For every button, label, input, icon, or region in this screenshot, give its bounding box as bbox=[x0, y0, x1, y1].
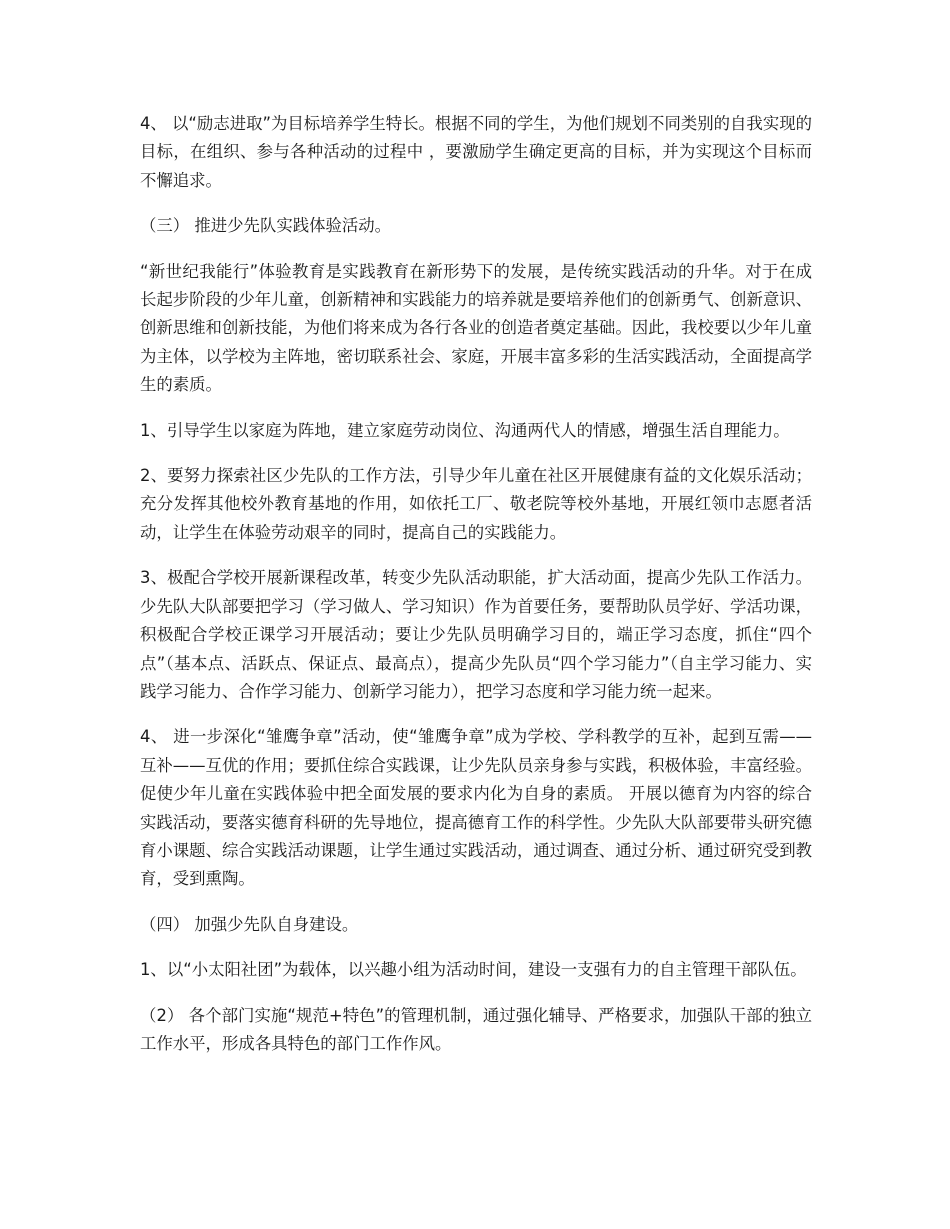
document-body bbox=[140, 110, 812, 1075]
section-heading-self-building: （四） 加强少先队自身建设。 bbox=[140, 914, 359, 934]
paragraph-management-mechanism: （2） 各个部门实施“规范+特色”的管理机制，通过强化辅导、严格要求，加强队干部的独立工作水平，形成各具特色的部门工作作风。 bbox=[140, 1005, 812, 1053]
paragraph-eagle-badge: 4、 进一步深化“雏鹰争章”活动，使“雏鹰争章”成为学校、学科教学的互补，起到互需——互补——互优的作用；要抓住综合实践课，让少先队员亲身参与实践，积极体验，丰富经验。促使少年儿童在实践体验中把全面发展的要求内化为自身的素质。 开展以德育为内容的综合实践活动，要落实德育科研的先导地位，提高德育工作的科学性。少先队大队部要带头研究德育小课题、综合实践活动课题，让学生通过实践活动，通过调查、通过分析、通过研究受到教育，受到熏陶。 bbox=[140, 727, 813, 889]
paragraph-community-work: 2、要努力探索社区少先队的工作方法，引导少年儿童在社区开展健康有益的文化娱乐活动；充分发挥其他校外教育基地的作用，如依托工厂、敬老院等校外基地，开展红领巾志愿者活动，让学生在体验劳动艰辛的同时，提高自己的实践能力。 bbox=[140, 466, 812, 542]
section-heading-practice: （三） 推进少先队实践体验活动。 bbox=[140, 216, 392, 236]
paragraph-sun-club: 1、以“小太阳社团”为载体，以兴趣小组为活动时间，建设一支强有力的自主管理干部队伍。 bbox=[140, 960, 807, 980]
paragraph-family-labor: 1、引导学生以家庭为阵地，建立家庭劳动岗位、沟通两代人的情感，增强生活自理能力。 bbox=[140, 420, 790, 440]
paragraph-experience-education: “新世纪我能行”体验教育是实践教育在新形势下的发展，是传统实践活动的升华。对于在成长起步阶段的少年儿童，创新精神和实践能力的培养就是要培养他们的创新勇气、创新意识、创新思维和创新技能，为他们将来成为各行各业的创造者奠定基础。因此，我校要以少年儿童为主体，以学校为主阵地，密切联系社会、家庭，开展丰富多彩的生活实践活动，全面提高学生的素质。 bbox=[140, 261, 813, 395]
paragraph-curriculum-reform: 3、极配合学校开展新课程改革，转变少先队活动职能，扩大活动面，提高少先队工作活力。少先队大队部要把学习（学习做人、学习知识）作为首要任务，要帮助队员学好、学活功课，积极配合学校正课学习开展活动；要让少先队员明确学习目的，端正学习态度，抓住“四个点”（基本点、活跃点、保证点、最高点），提高少先队员“四个学习能力”（自主学习能力、实践学习能力、合作学习能力、创新学习能力），把学习态度和学习能力统一起来。 bbox=[140, 568, 813, 701]
paragraph-goal-cultivation: 4、 以“励志进取”为目标培养学生特长。根据不同的学生，为他们规划不同类别的自我实现的目标，在组织、参与各种活动的过程中 ，要激励学生确定更高的目标，并为实现这个目标而不懈追求。 bbox=[140, 114, 812, 190]
